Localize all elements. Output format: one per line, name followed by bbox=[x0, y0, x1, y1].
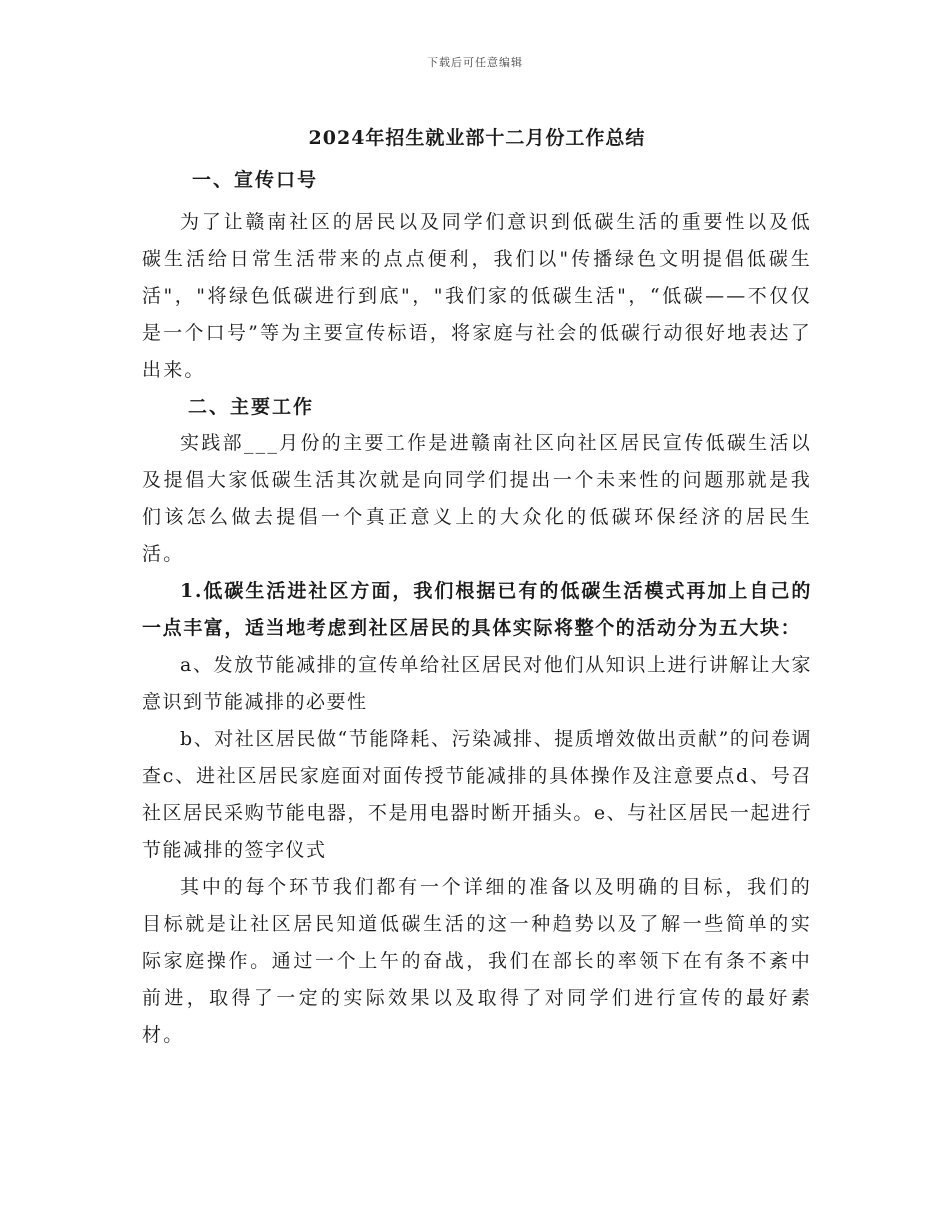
document-title: 2024年招生就业部十二月份工作总结 bbox=[308, 127, 646, 149]
paragraph-item-a: a、发放节能减排的宣传单给社区居民对他们从知识上进行讲解让大家意识到节能减排的必要性 bbox=[142, 654, 812, 713]
document-content bbox=[142, 120, 812, 1054]
paragraph-closing: 其中的每个环节我们都有一个详细的准备以及明确的目标，我们的目标就是让社区居民知道低碳生活的这一种趋势以及了解一些简单的实际家庭操作。通过一个上午的奋战，我们在部长的率领下在有条不紊中前进，取得了一定的实际效果以及取得了对同学们进行宣传的最好素材。 bbox=[142, 876, 812, 1046]
paragraph-item-b-to-e: b、对社区居民做“节能降耗、污染减排、提质增效做出贡献”的问卷调查c、进社区居民家庭面对面传授节能减排的具体操作及注意要点d、号召社区居民采购节能电器，不是用电器时断开插头。e、与社区居民一起进行节能减排的签字仪式 bbox=[142, 728, 812, 861]
section-heading-main-work: 二、主要工作 bbox=[188, 396, 315, 418]
section-heading-slogan: 一、宣传口号 bbox=[192, 169, 319, 191]
paragraph-item-1: 1.低碳生活进社区方面，我们根据已有的低碳生活模式再加上自己的一点丰富，适当地考虑到社区居民的具体实际将整个的活动分为五大块： bbox=[142, 580, 812, 639]
paragraph-main-work: 实践部___月份的主要工作是进赣南社区向社区居民宣传低碳生活以及提倡大家低碳生活其次就是向同学们提出一个未来性的问题那就是我们该怎么做去提倡一个真正意义上的大众化的低碳环保经济的居民生活。 bbox=[142, 432, 812, 565]
paragraph-slogan: 为了让赣南社区的居民以及同学们意识到低碳生活的重要性以及低碳生活给日常生活带来的点点便利，我们以"传播绿色文明提倡低碳生活"，"将绿色低碳进行到底"，"我们家的低碳生活"，“低碳——不仅仅是一个口号”等为主要宣传标语，将家庭与社会的低碳行动很好地表达了出来。 bbox=[142, 211, 812, 381]
header-note: 下载后可任意编辑 bbox=[427, 56, 523, 69]
